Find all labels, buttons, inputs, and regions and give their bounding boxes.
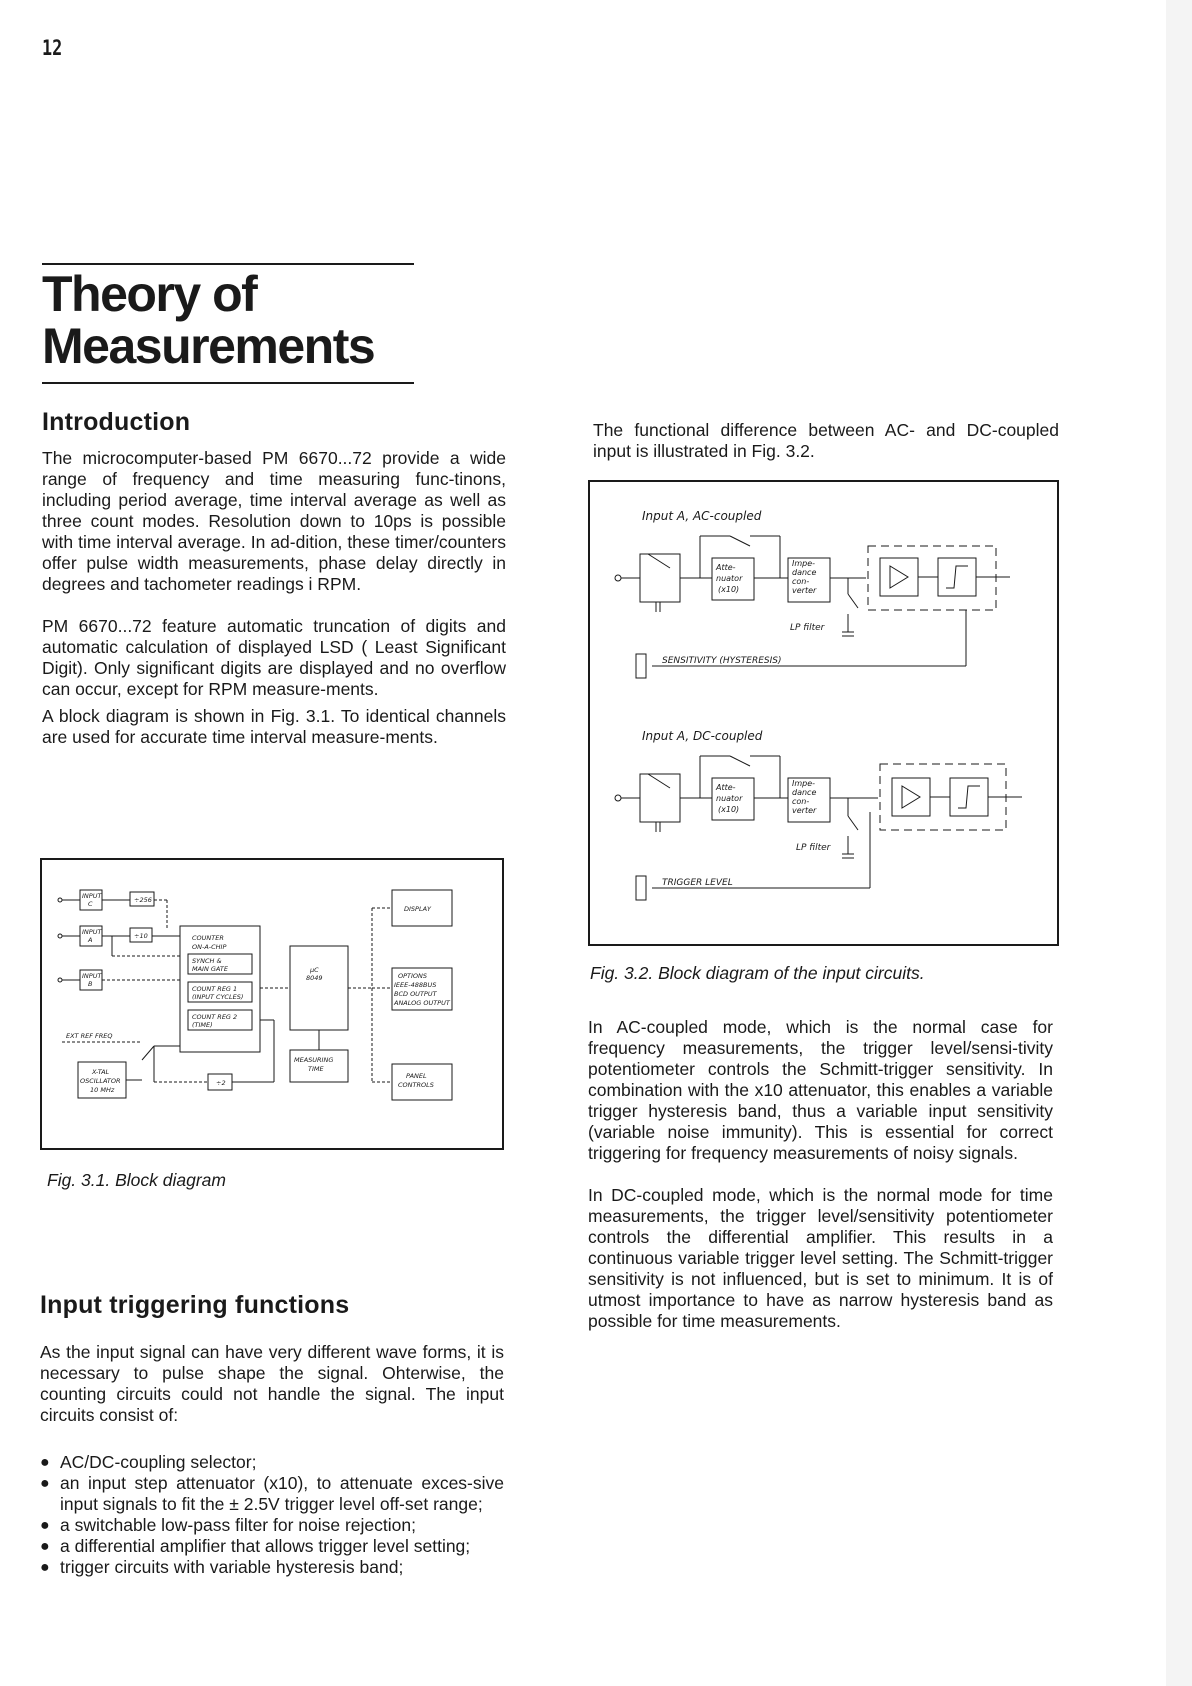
fig32-trigger-level: TRIGGER LEVEL: [662, 878, 733, 888]
fig-3-1-caption: Fig. 3.1. Block diagram: [47, 1170, 226, 1190]
fig31-div2: ÷2: [216, 1079, 226, 1087]
svg-text:A: A: [88, 936, 93, 944]
input-triggering-heading: Input triggering functions: [40, 1291, 350, 1319]
svg-text:8049: 8049: [306, 974, 323, 982]
title-top-rule: [42, 263, 414, 265]
svg-text:(TIME): (TIME): [192, 1021, 213, 1029]
svg-text:BCD OUTPUT: BCD OUTPUT: [394, 990, 437, 998]
ac-coupled-paragraph: In AC-coupled mode, which is the normal case for frequency measurements, the trigger level/sensi-tivity potentiometer controls the Schmitt-trigger sensitivity. In combination with the x10 attenuator, this enables a variable trigger hysteresis band, thus a variable input sensitivity (variable noise immunity). This is essential for correct triggering for frequency measurements of noisy signals.: [588, 1017, 1053, 1163]
list-item: ● AC/DC-coupling selector;: [40, 1452, 504, 1473]
list-item: ● an input step attenuator (x10), to attenuate exces-sive input signals to fit the ± 2.5V trigger level off-set range;: [40, 1473, 504, 1515]
fig32-lp-filter-ac: LP filter: [790, 623, 825, 633]
svg-text:(INPUT CYCLES): (INPUT CYCLES): [192, 993, 244, 1001]
svg-text:MAIN GATE: MAIN GATE: [192, 965, 228, 973]
fig31-div256: ÷256: [134, 896, 152, 904]
svg-text:CONTROLS: CONTROLS: [398, 1081, 434, 1089]
fig31-input-c-label: INPUT: [82, 892, 102, 900]
intro-paragraph-3: A block diagram is shown in Fig. 3.1. To identical channels are used for accurate time interval measure-ments.: [42, 706, 506, 747]
fig-3-1-block-diagram: [40, 858, 504, 1150]
svg-text:ON-A-CHIP: ON-A-CHIP: [192, 943, 227, 951]
svg-text:µC: µC: [310, 966, 319, 974]
svg-text:OSCILLATOR: OSCILLATOR: [80, 1077, 121, 1085]
fig-3-2-input-circuits: [588, 480, 1059, 946]
page-number: 12: [42, 36, 63, 60]
fig31-div10: ÷10: [134, 932, 148, 940]
svg-text:Atte-: Atte-: [716, 783, 736, 792]
fig31-ext-ref: EXT REF FREQ: [66, 1032, 113, 1040]
fig-3-1-svg: [42, 860, 502, 1148]
dc-coupled-paragraph: In DC-coupled mode, which is the normal mode for time measurements, the trigger level/sensitivity potentiometer controls the differential amplifier. This results in a continuous variable trigger level setting. The Schmitt-trigger sensitivity is not influenced, but is set to minimum. It is of utmost importance to have as narrow hysteresis band as possible for time measurements.: [588, 1185, 1053, 1331]
right-column-body: [588, 1017, 1053, 1332]
page-title-line2: Measurements: [42, 318, 375, 374]
svg-text:INPUT: INPUT: [82, 928, 102, 936]
fig-3-2-caption: Fig. 3.2. Block diagram of the input circuits.: [590, 963, 925, 983]
svg-text:IEEE-488BUS: IEEE-488BUS: [394, 981, 437, 989]
svg-text:(x10): (x10): [718, 585, 740, 594]
svg-text:dance: dance: [792, 568, 817, 577]
svg-text:MEASURING: MEASURING: [294, 1056, 334, 1064]
intro-paragraph-1: The microcomputer-based PM 6670...72 provide a wide range of frequency and time measuring func-tinons, including period average, time interval average as well as three count modes. Resolution down to 10ps is possible with time interval average. In ad-dition, these timer/counters offer pulse width measurements, phase delay directly in degrees and tachometer readings i RPM.: [42, 448, 506, 594]
svg-text:verter: verter: [792, 586, 817, 595]
list-item: ● trigger circuits with variable hysteresis band;: [40, 1557, 504, 1578]
svg-text:con-: con-: [792, 797, 810, 806]
intro-paragraph-2: PM 6670...72 feature automatic truncation of digits and automatic calculation of displayed LSD ( Least Significant Digit). Only significant digits are displayed and no overflow can occur, except for RPM measure-ments.: [42, 616, 506, 699]
svg-text:con-: con-: [792, 577, 810, 586]
svg-text:Atte-: Atte-: [716, 563, 736, 572]
fig32-lp-filter-dc: LP filter: [796, 843, 831, 853]
svg-text:verter: verter: [792, 806, 817, 815]
fig32-dc-title: Input A, DC-coupled: [642, 729, 763, 743]
svg-text:10 MHz: 10 MHz: [90, 1086, 115, 1094]
list-item: ● a differential amplifier that allows trigger level setting;: [40, 1536, 504, 1557]
fig32-ac-title: Input A, AC-coupled: [642, 509, 762, 523]
svg-text:C: C: [88, 900, 93, 908]
svg-text:COUNTER: COUNTER: [192, 934, 224, 942]
svg-text:COUNT REG 2: COUNT REG 2: [192, 1013, 238, 1021]
svg-text:INPUT: INPUT: [82, 972, 102, 980]
list-item: ● a switchable low-pass filter for noise rejection;: [40, 1515, 504, 1536]
svg-text:ANALOG OUTPUT: ANALOG OUTPUT: [394, 999, 450, 1007]
svg-text:PANEL: PANEL: [406, 1072, 427, 1080]
svg-text:X-TAL: X-TAL: [92, 1068, 110, 1076]
svg-text:nuator: nuator: [716, 794, 743, 803]
svg-text:COUNT REG 1: COUNT REG 1: [192, 985, 238, 993]
fig-3-2-intro-text: The functional difference between AC- and DC-coupled input is illustrated in Fig. 3.2.: [593, 420, 1059, 461]
svg-text:dance: dance: [792, 788, 817, 797]
page-title: [42, 268, 374, 372]
input-circuit-list: [40, 1452, 504, 1578]
svg-text:(x10): (x10): [718, 805, 740, 814]
svg-text:Impe-: Impe-: [792, 559, 816, 568]
svg-text:Impe-: Impe-: [792, 779, 816, 788]
fig32-sensitivity: SENSITIVITY (HYSTERESIS): [662, 656, 782, 666]
fig-3-2-svg: [590, 482, 1057, 944]
page-title-line1: Theory of: [42, 266, 257, 322]
svg-text:SYNCH &: SYNCH &: [192, 957, 222, 965]
svg-text:TIME: TIME: [308, 1065, 324, 1073]
svg-text:B: B: [88, 980, 93, 988]
fig31-display: DISPLAY: [404, 905, 432, 913]
introduction-heading: Introduction: [42, 408, 191, 436]
input-triggering-body: As the input signal can have very different wave forms, it is necessary to pulse shape the signal. Ohterwise, the counting circuits could not handle the signal. The input circuits consist of:: [40, 1342, 504, 1425]
svg-text:OPTIONS: OPTIONS: [398, 972, 428, 980]
svg-text:nuator: nuator: [716, 574, 743, 583]
page-edge-shadow: [1166, 0, 1192, 1686]
title-bottom-rule: [42, 382, 414, 384]
introduction-body: [42, 448, 506, 748]
